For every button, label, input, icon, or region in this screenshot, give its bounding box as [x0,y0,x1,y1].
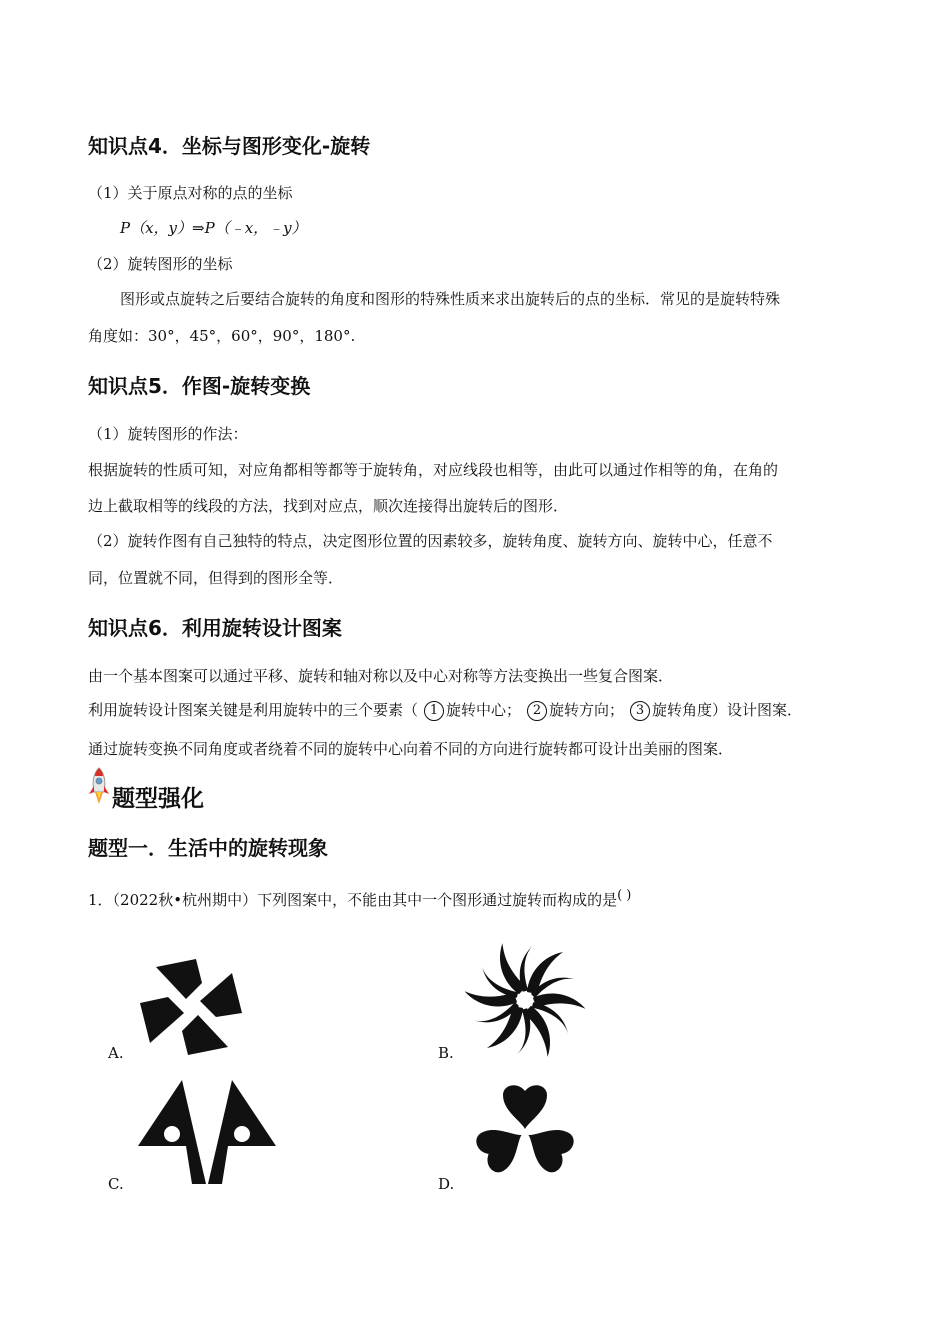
text: 旋转方向； [549,701,625,719]
paragraph: 角度如：30°，45°，60°，90°，180°. [88,327,356,345]
option-label-c: C. [108,1175,124,1193]
paragraph: 同，位置就不同，但得到的图形全等． [88,569,344,587]
option-label-a: A. [108,1044,124,1062]
paragraph: 根据旋转的性质可知，对应角都相等都等于旋转角，对应线段也相等，由此可以通过作相等的角，在角的 [88,461,779,479]
circled-number: 1 [424,701,444,721]
question-text: 1．（2022秋•杭州期中）下列图案中，不能由其中一个图形通过旋转而构成的是 [88,891,618,909]
question-stem [88,888,631,910]
paragraph: 图形或点旋转之后要结合旋转的角度和图形的特殊性质来求出旋转后的点的坐标．常见的是旋转特殊 [120,290,781,308]
figure-b-swirl [465,940,585,1060]
option-label-d: D. [438,1175,455,1193]
rocket-icon [86,766,112,806]
paragraph: 边上截取相等的线段的方法，找到对应点，顺次连接得出旋转后的图形． [88,497,569,515]
paragraph: （1）旋转图形的作法： [88,425,248,443]
section-heading-k5: 知识点5．作图-旋转变换 [88,374,311,398]
type-heading: 题型一．生活中的旋转现象 [88,836,328,860]
answer-blank: ( ) [617,888,632,903]
figure-d-hearts [465,1075,585,1187]
paragraph: 通过旋转变换不同角度或者绕着不同的旋转中心向着不同的方向进行旋转都可设计出美丽的图案． [88,740,734,758]
paragraph: （2）旋转图形的坐标 [88,255,233,273]
text: 旋转角度）设计图案． [652,701,803,719]
option-label-b: B. [438,1044,454,1062]
section-heading-k4: 知识点4．坐标与图形变化-旋转 [88,134,371,158]
figure-c-triangles [136,1078,278,1186]
paragraph: （2）旋转作图有自己独特的特点，决定图形位置的因素较多，旋转角度、旋转方向、旋转中心，任意不 [88,532,773,550]
paragraph: 由一个基本图案可以通过平移、旋转和轴对称以及中心对称等方法变换出一些复合图案． [88,667,674,685]
figure-a-pinwheel [136,955,248,1063]
formula: P（x，y）⇒P（﹣x，﹣y） [120,219,307,237]
circled-number: 2 [527,701,547,721]
paragraph: （1）关于原点对称的点的坐标 [88,184,293,202]
section-heading-k6: 知识点6．利用旋转设计图案 [88,616,342,640]
text: 旋转中心； [446,701,522,719]
text: 利用旋转设计图案关键是利用旋转中的三个要素（ [88,701,419,719]
paragraph-rotation-elements [88,699,802,721]
circled-number: 3 [630,701,650,721]
section-title: 题型强化 [112,786,204,812]
